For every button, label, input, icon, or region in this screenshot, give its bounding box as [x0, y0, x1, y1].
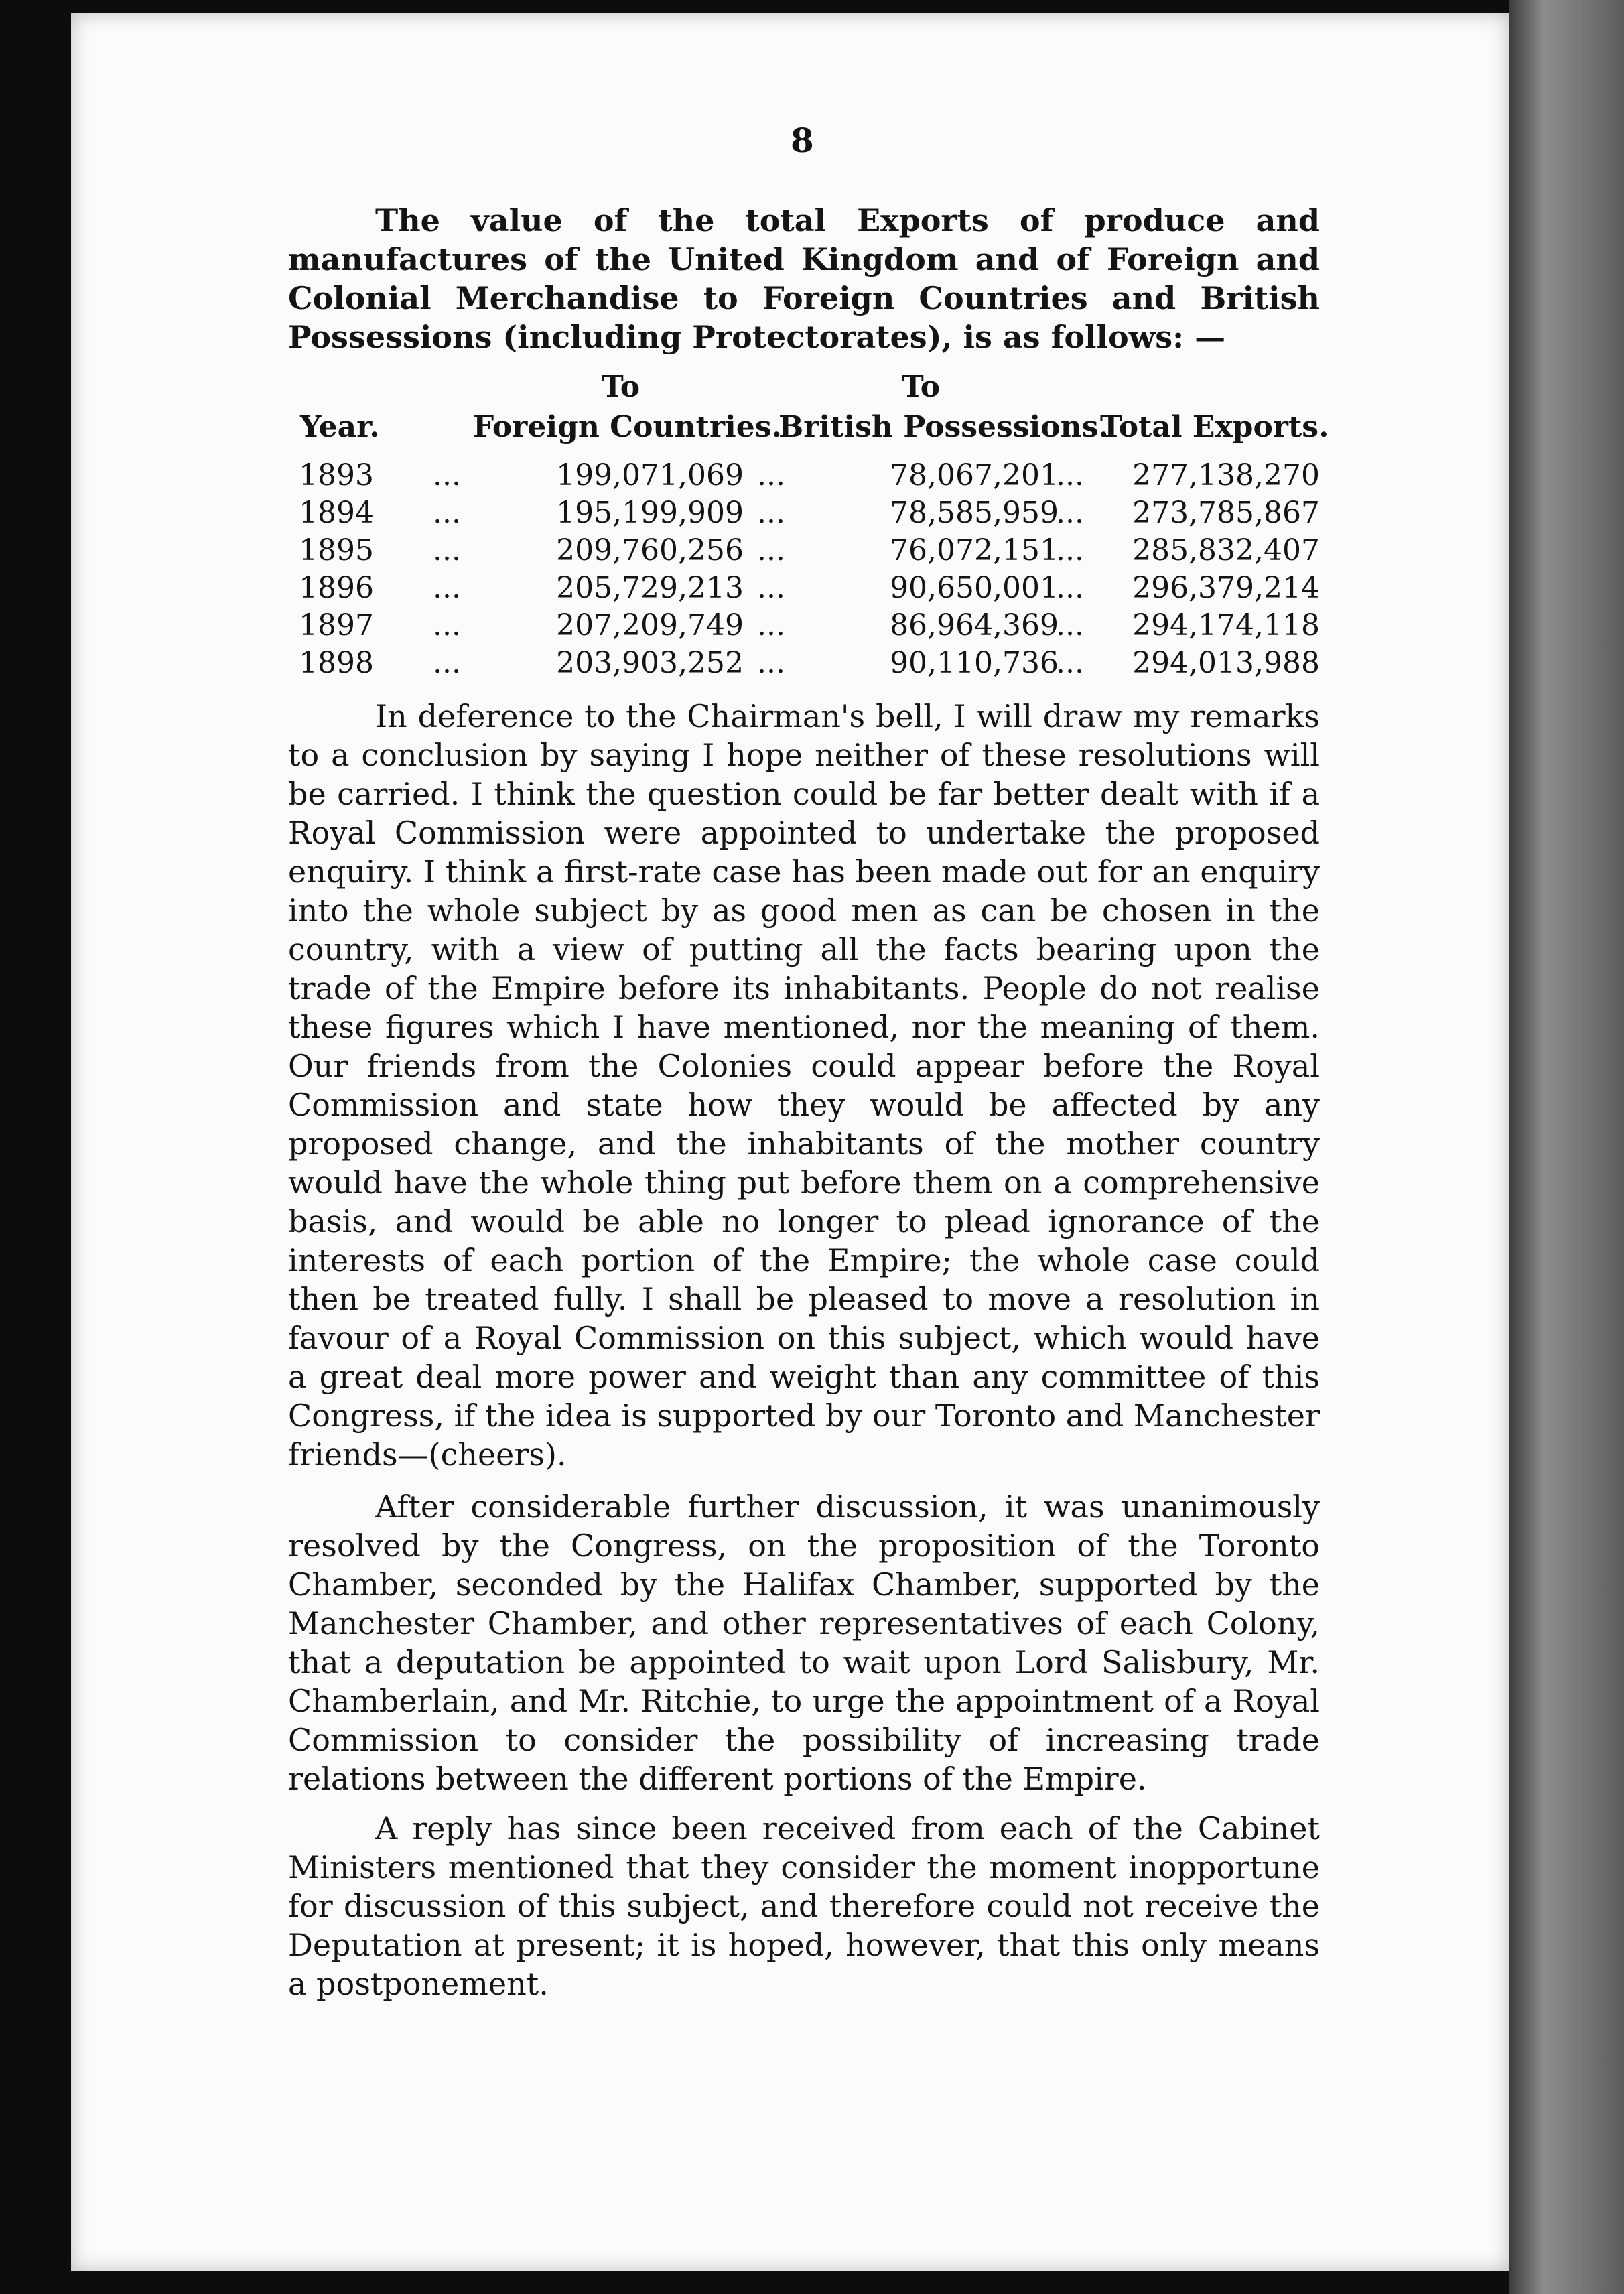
total-exports-cell: 296,379,214: [1132, 571, 1320, 605]
british-possessions-cell: 90,110,736: [890, 646, 1059, 680]
table-row: [295, 608, 1327, 646]
leader-dots: ...: [433, 458, 461, 492]
leader-dots: ...: [433, 533, 461, 567]
leader-dots: ...: [1056, 458, 1084, 492]
leader-dots: ...: [1056, 533, 1084, 567]
body-paragraph-chairmans-bell: In deference to the Chairman's bell, I will draw my remarks to a conclusion by saying I hope neither of these resolutions will be carried. I think the question could be far better dealt with if a Royal Commission were appointed to undertake the proposed enquiry. I think a first-rate case has been made out for an enquiry into the whole subject by as good men as can be chosen in the country, with a view of putting all the facts bearing upon the trade of the Empire before its inhabitants. People do not realise these figures which I have mentioned, nor the meaning of them. Our friends from the Colonies could appear before the Royal Commission and state how they would be affected by any proposed change, and the inhabitants of the mother country would have the whole thing put before them on a comprehensive basis, and would be able no longer to plead ignorance of the interests of each portion of the Empire; the whole case could then be treated fully. I shall be pleased to move a resolution in favour of a Royal Commission on this subject, which would have a great deal more power and weight than any committee of this Congress, if the idea is supported by our Toronto and Manchester friends—(cheers).: [288, 698, 1320, 1473]
body-paragraph-resolution: After considerable further discussion, it was unanimously resolved by the Congress, on the proposition of the Toronto Chamber, seconded by the Halifax Chamber, supported by the Manchester Chamber, and other representatives of each Colony, that a deputation be appointed to wait upon Lord Salisbury, Mr. Chamberlain, and Mr. Ritchie, to urge the appointment of a Royal Commission to consider the possibility of increasing trade relations between the different portions of the Empire.: [288, 1489, 1320, 1797]
intro-paragraph: The value of the total Exports of produce and manufactures of the United Kingdom and of Foreign and Colonial Merchandise to Foreign Countries and British Possessions (including Protectorates), is as follows: —: [288, 202, 1320, 355]
total-exports-cell: 294,013,988: [1132, 646, 1320, 680]
year-cell: 1898: [299, 646, 374, 680]
total-exports-cell: 277,138,270: [1132, 458, 1320, 492]
foreign-countries-cell: 195,199,909: [556, 496, 744, 530]
table-row: [295, 571, 1327, 608]
table-row: [295, 533, 1327, 571]
leader-dots: ...: [433, 646, 461, 680]
total-exports-cell: 285,832,407: [1132, 533, 1320, 567]
leader-dots: ...: [757, 608, 785, 643]
body-paragraph-reply: A reply has since been received from each of the Cabinet Ministers mentioned that they consider the moment inopportune for discussion of this subject, and therefore could not receive the Deputation at present; it is hoped, however, that this only means a postponement.: [288, 1810, 1320, 2002]
british-possessions-cell: 78,067,201: [890, 458, 1059, 492]
foreign-countries-cell: 205,729,213: [556, 571, 744, 605]
column-header-total-exports: Total Exports.: [1100, 410, 1329, 444]
british-possessions-cell: 78,585,959: [890, 496, 1059, 530]
foreign-countries-cell: 199,071,069: [556, 458, 744, 492]
total-exports-cell: 294,174,118: [1132, 608, 1320, 643]
british-possessions-cell: 76,072,151: [890, 533, 1059, 567]
leader-dots: ...: [433, 571, 461, 605]
total-exports-cell: 273,785,867: [1132, 496, 1320, 530]
leader-dots: ...: [757, 533, 785, 567]
leader-dots: ...: [1056, 646, 1084, 680]
leader-dots: ...: [1056, 608, 1084, 643]
page-number: 8: [791, 121, 814, 160]
year-cell: 1897: [299, 608, 374, 643]
foreign-countries-cell: 203,903,252: [556, 646, 744, 680]
british-possessions-cell: 90,650,001: [890, 571, 1059, 605]
book-edge: [1509, 0, 1624, 2294]
leader-dots: ...: [433, 608, 461, 643]
column-header-foreign-countries: Foreign Countries.: [473, 410, 782, 444]
year-cell: 1895: [299, 533, 374, 567]
table-row: [295, 646, 1327, 683]
leader-dots: ...: [757, 458, 785, 492]
british-possessions-cell: 86,964,369: [890, 608, 1059, 643]
leader-dots: ...: [1056, 496, 1084, 530]
leader-dots: ...: [757, 496, 785, 530]
foreign-countries-cell: 209,760,256: [556, 533, 744, 567]
column-header-year: Year.: [300, 410, 380, 444]
table-row: [295, 458, 1327, 496]
header-to-british: To: [902, 370, 941, 404]
year-cell: 1896: [299, 571, 374, 605]
year-cell: 1893: [299, 458, 374, 492]
leader-dots: ...: [1056, 571, 1084, 605]
table-row: [295, 496, 1327, 533]
foreign-countries-cell: 207,209,749: [556, 608, 744, 643]
column-header-british-possessions: British Possessions.: [779, 410, 1109, 444]
header-to-foreign: To: [602, 370, 640, 404]
leader-dots: ...: [757, 571, 785, 605]
leader-dots: ...: [433, 496, 461, 530]
leader-dots: ...: [757, 646, 785, 680]
exports-table: [295, 458, 1327, 683]
year-cell: 1894: [299, 496, 374, 530]
